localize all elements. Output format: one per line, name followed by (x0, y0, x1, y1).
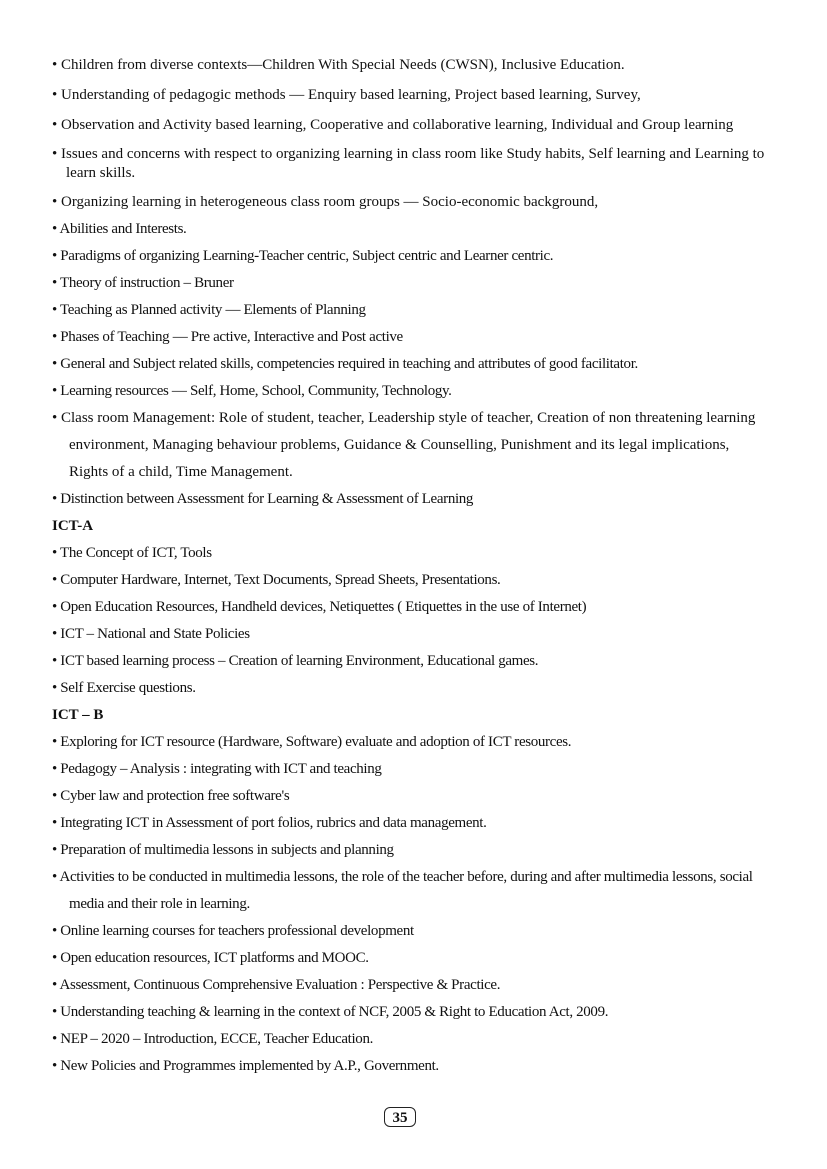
list-item: • Exploring for ICT resource (Hardware, Software) evaluate and adoption of ICT resources. (52, 734, 572, 750)
list-item: • Open education resources, ICT platforms and MOOC. (52, 950, 369, 966)
list-item: • Abilities and Interests. (52, 221, 187, 237)
list-item: • Open Education Resources, Handheld devices, Netiquettes ( Etiquettes in the use of Internet) (52, 599, 587, 615)
list-item: • Activities to be conducted in multimedia lessons, the role of the teacher before, during and after multimedia lessons, social media and their role in learning. (52, 869, 753, 912)
list-item: • ICT – National and State Policies (52, 626, 250, 642)
list-item: • Observation and Activity based learning, Cooperative and collaborative learning, Individual and Group learning (52, 117, 734, 133)
list-item: • NEP – 2020 – Introduction, ECCE, Teacher Education. (52, 1031, 374, 1047)
list-item: • Cyber law and protection free software's (52, 788, 290, 804)
list-item: • General and Subject related skills, competencies required in teaching and attributes of good facilitator. (52, 356, 638, 372)
list-item: • Teaching as Planned activity — Elements of Planning (52, 302, 366, 318)
list-item: • Class room Management: Role of student, teacher, Leadership style of teacher, Creation of non threatening learning environment, Managing behaviour problems, Guidance & Counselling, Punishment and its legal implications, Rights of a child, Time Management. (52, 410, 756, 480)
syllabus-content (52, 56, 772, 1076)
list-item: • Learning resources — Self, Home, School, Community, Technology. (52, 383, 452, 399)
list-item: • Understanding teaching & learning in the context of NCF, 2005 & Right to Education Act, 2009. (52, 1004, 609, 1020)
section-heading-ict-a: ICT-A (52, 518, 94, 534)
list-item: • Children from diverse contexts—Children With Special Needs (CWSN), Inclusive Education. (52, 57, 625, 73)
list-item: • Online learning courses for teachers professional development (52, 923, 414, 939)
list-item: • Organizing learning in heterogeneous class room groups — Socio-economic background, (52, 194, 599, 210)
list-item: • Distinction between Assessment for Learning & Assessment of Learning (52, 491, 474, 507)
section-heading-ict-b: ICT – B (52, 707, 104, 723)
list-item: • Self Exercise questions. (52, 680, 196, 696)
list-item: • Phases of Teaching — Pre active, Interactive and Post active (52, 329, 403, 345)
list-item: • Preparation of multimedia lessons in subjects and planning (52, 842, 394, 858)
list-item: • Paradigms of organizing Learning-Teacher centric, Subject centric and Learner centric. (52, 248, 554, 264)
list-item: • ICT based learning process – Creation of learning Environment, Educational games. (52, 653, 539, 669)
list-item: • Assessment, Continuous Comprehensive Evaluation : Perspective & Practice. (52, 977, 501, 993)
list-item: • Pedagogy – Analysis : integrating with ICT and teaching (52, 761, 382, 777)
list-item: • The Concept of ICT, Tools (52, 545, 212, 561)
list-item: • Integrating ICT in Assessment of port folios, rubrics and data management. (52, 815, 487, 831)
list-item: • Understanding of pedagogic methods — Enquiry based learning, Project based learning, Survey, (52, 87, 641, 103)
list-item: • Issues and concerns with respect to organizing learning in class room like Study habits, Self learning and Learning to learn skills. (52, 146, 765, 181)
list-item: • Computer Hardware, Internet, Text Documents, Spread Sheets, Presentations. (52, 572, 501, 588)
list-item: • Theory of instruction – Bruner (52, 275, 234, 291)
page-number: 35 (384, 1107, 416, 1127)
list-item: • New Policies and Programmes implemented by A.P., Government. (52, 1058, 439, 1074)
